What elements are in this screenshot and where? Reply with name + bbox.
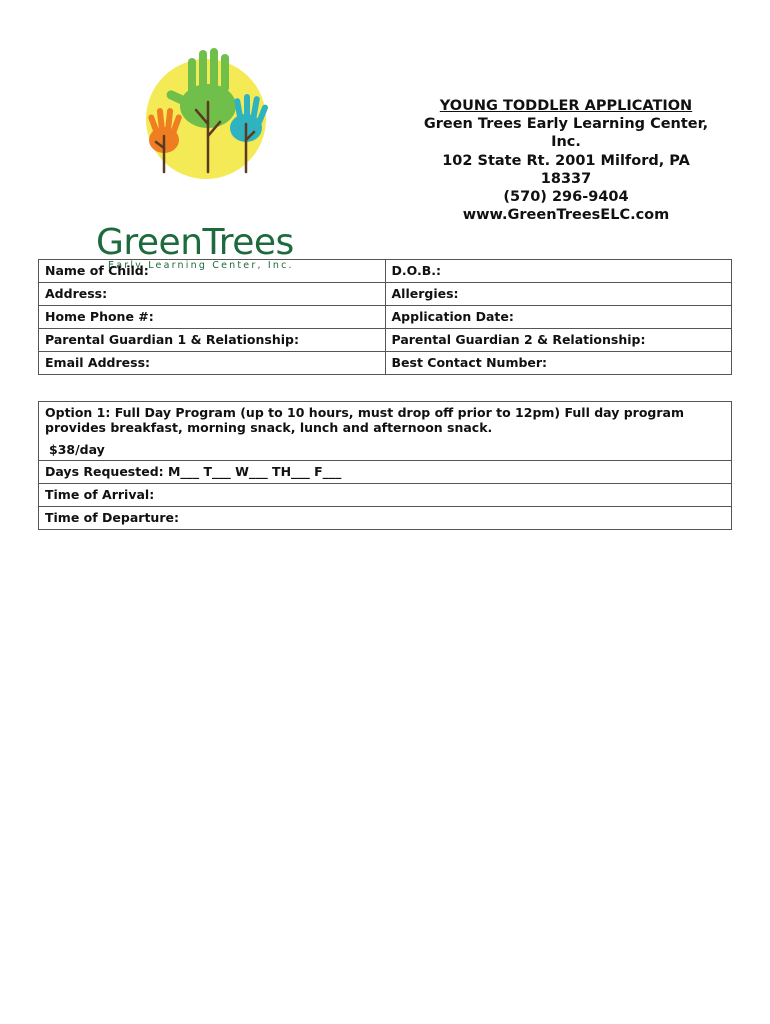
home-phone-field[interactable]: Home Phone #:: [39, 306, 386, 329]
table-row: [39, 484, 732, 507]
time-of-departure-field[interactable]: Time of Departure:: [39, 507, 732, 530]
application-date-field[interactable]: Application Date:: [385, 306, 732, 329]
email-address-field[interactable]: Email Address:: [39, 352, 386, 375]
table-row: [39, 329, 732, 352]
program-table: [38, 401, 732, 530]
table-row: [39, 352, 732, 375]
table-row: [39, 306, 732, 329]
table-row: [39, 461, 732, 484]
days-requested-field[interactable]: Days Requested: M___ T___ W___ TH___ F___: [39, 461, 732, 484]
best-contact-number-field[interactable]: Best Contact Number:: [385, 352, 732, 375]
table-row: [39, 402, 732, 461]
document-header: [400, 97, 732, 224]
dob-field[interactable]: D.O.B.:: [385, 260, 732, 283]
guardian-1-field[interactable]: Parental Guardian 1 & Relationship:: [39, 329, 386, 352]
logo-tagline: Early Learning Center, Inc.: [108, 260, 294, 271]
hands-and-trees-icon: [96, 44, 316, 229]
guardian-2-field[interactable]: Parental Guardian 2 & Relationship:: [385, 329, 732, 352]
org-name-line2: Inc.: [551, 134, 581, 151]
address-line1: 102 State Rt. 2001 Milford, PA: [442, 152, 690, 169]
website: www.GreenTreesELC.com: [462, 207, 670, 224]
org-name-line1: Green Trees Early Learning Center,: [423, 116, 709, 133]
green-trees-logo: [96, 44, 316, 271]
table-row: [39, 507, 732, 530]
address-field[interactable]: Address:: [39, 283, 386, 306]
document-title: YOUNG TODDLER APPLICATION: [439, 98, 693, 114]
time-of-arrival-field[interactable]: Time of Arrival:: [39, 484, 732, 507]
phone-number: (570) 296-9404: [503, 189, 629, 206]
address-line2: 18337: [540, 170, 592, 187]
table-row: [39, 283, 732, 306]
program-rate: $38/day: [49, 442, 105, 457]
child-info-table: [38, 259, 732, 375]
program-option-text: Option 1: Full Day Program (up to 10 hours, must drop off prior to 12pm) Full day program provides breakfast, morning snack, lunch and afternoon snack.: [45, 405, 684, 435]
program-option-cell: [39, 402, 732, 461]
name-of-child-field[interactable]: Name of Child:: [39, 260, 386, 283]
logo-wordmark: GreenTrees: [96, 222, 294, 263]
allergies-field[interactable]: Allergies:: [385, 283, 732, 306]
table-row: [39, 260, 732, 283]
